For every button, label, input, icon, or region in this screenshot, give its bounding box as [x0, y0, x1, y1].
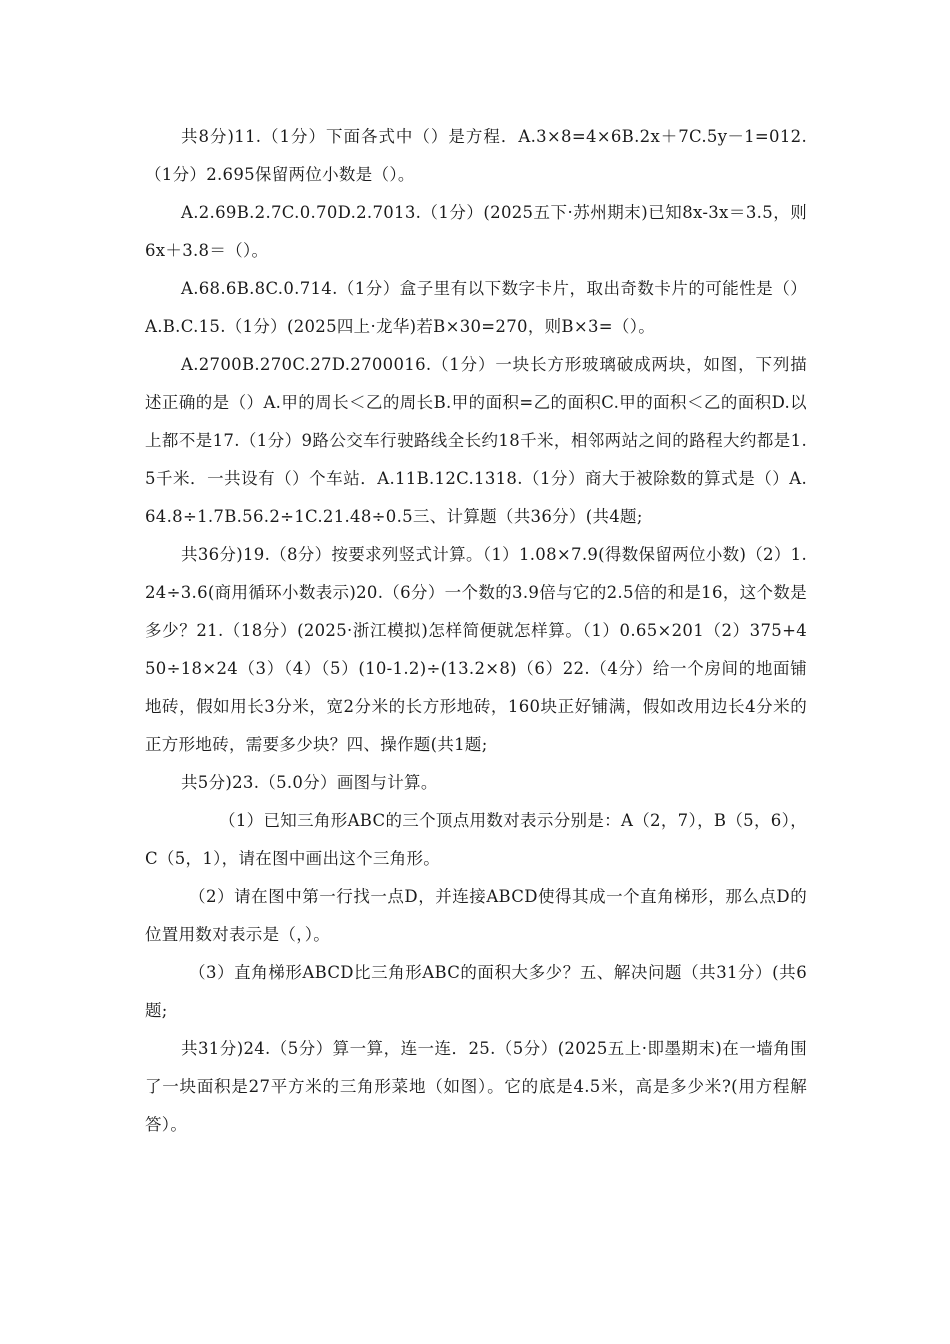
paragraph-questions-16-18: A.2700B.270C.27D.2700016.（1分）一块长方形玻璃破成两块，如图，下列描述正确的是（）A.甲的周长＜乙的周长B.甲的面积=乙的面积C.甲的面积＜乙的面积D.以上都不是17.（1分）9路公交车行驶路线全长约18千米，相邻两站之间的路程大约都是1.5千米．一共设有（）个车站．A.11B.12C.1318.（1分）商大于被除数的算式是（）A.64.8÷1.7B.56.2÷1C.21.48÷0.5三、计算题（共36分）(共4题;: [145, 355, 807, 526]
paragraph-question-23-part-2: （2）请在图中第一行找一点D，并连接ABCD使得其成一个直角梯形，那么点D的位置用数对表示是（，）。: [145, 887, 807, 944]
paragraph-questions-11-12: 共8分)11.（1分）下面各式中（）是方程．A.3×8=4×6B.2x＋7C.5y－1=012.（1分）2.695保留两位小数是（）。: [145, 127, 807, 184]
document-body: [145, 118, 807, 1144]
paragraph-questions-14-15: A.68.6B.8C.0.714.（1分）盒子里有以下数字卡片，取出奇数卡片的可能性是（）A.B.C.15.（1分）(2025四上·龙华)若B×30=270，则B×3=（）。: [145, 279, 807, 336]
paragraph-question-23-part-3: （3）直角梯形ABCD比三角形ABC的面积大多少？五、解决问题（共31分）(共6题;: [145, 963, 807, 1020]
paragraph-questions-12-13: A.2.69B.2.7C.0.70D.2.7013.（1分）(2025五下·苏州期末)已知8x-3x＝3.5，则6x＋3.8＝（）。: [145, 203, 807, 260]
paragraph-question-23-part-1: （1）已知三角形ABC的三个顶点用数对表示分别是：A（2，7），B（5，6），C（5，1），请在图中画出这个三角形。: [145, 811, 807, 868]
paragraph-questions-19-22: 共36分)19.（8分）按要求列竖式计算。（1）1.08×7.9(得数保留两位小数)（2）1.24÷3.6(商用循环小数表示)20.（6分）一个数的3.9倍与它的2.5倍的和是16，这个数是多少？21.（18分）(2025·浙江模拟)怎样简便就怎样算。（1）0.65×201（2）375+450÷18×24（3）（4）（5）(10-1.2)÷(13.2×8)（6）22.（4分）给一个房间的地面铺地砖，假如用长3分米，宽2分米的长方形地砖，160块正好铺满，假如改用边长4分米的正方形地砖，需要多少块？四、操作题(共1题;: [145, 545, 807, 754]
paragraph-question-23: 共5分)23.（5.0分）画图与计算。: [181, 773, 438, 792]
paragraph-questions-24-25: 共31分)24.（5分）算一算，连一连．25.（5分）(2025五上·即墨期末)在一墙角围了一块面积是27平方米的三角形菜地（如图）。它的底是4.5米，高是多少米?(用方程解答）。: [145, 1039, 807, 1134]
